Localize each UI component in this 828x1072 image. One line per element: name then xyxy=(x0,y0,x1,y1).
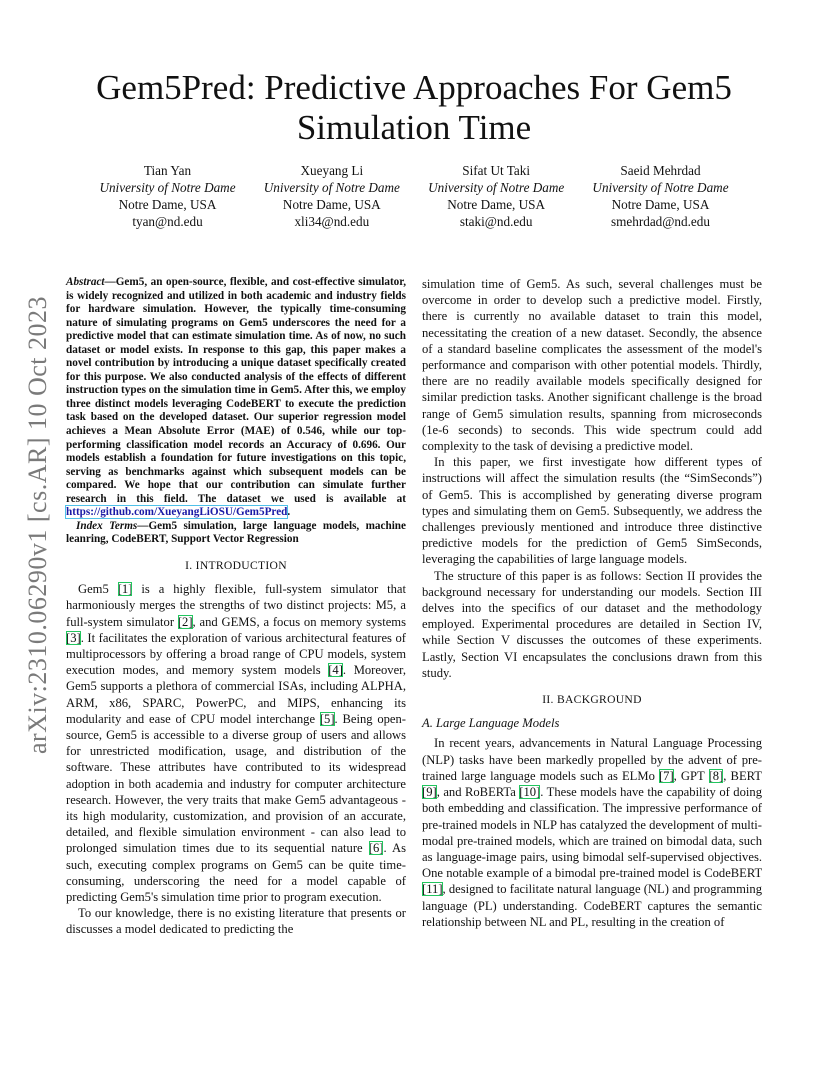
citation-link[interactable]: [10] xyxy=(519,785,541,800)
author-affiliation: University of Notre Dame xyxy=(428,180,565,195)
section-heading-introduction: I. INTRODUCTION xyxy=(185,558,287,572)
dataset-link[interactable]: https://github.com/XueyangLiOSU/Gem5Pred xyxy=(66,506,288,519)
author-affiliation: University of Notre Dame xyxy=(592,180,729,195)
author-2 xyxy=(254,162,409,230)
intro-paragraph: To our knowledge, there is no existing literature that presents or discusses a model dedicated to predicting the xyxy=(66,906,406,937)
author-1 xyxy=(90,162,245,230)
background-paragraph: In recent years, advancements in Natural Language Processing (NLP) tasks have been markedly propelled by the advent of pre-trained large language models such as ELMo [7], GPT [8], BERT [9], and RoBERTa [10]. These models have the capability of doing both embedding and classification. The impressive performance of pre-trained models in NLP has catalyzed the development of multi-modal pre-trained models, which are trained on bimodal data, such as language-image pairs, using bimodal self-supervised objectives. One notable example of a bimodal pre-trained model is CodeBERT [11], designed to facilitate natural language (NL) and programming language (PL) understanding. CodeBERT captures the semantic relationship between NL and PL, resulting in the creation of xyxy=(422,736,762,929)
citation-link[interactable]: [3] xyxy=(66,630,81,645)
index-terms-label: Index Terms xyxy=(76,519,138,532)
author-name: Xueyang Li xyxy=(300,163,364,178)
author-name: Tian Yan xyxy=(143,163,192,178)
citation-link[interactable]: [6] xyxy=(368,841,384,856)
author-email: staki@nd.edu xyxy=(459,214,533,229)
citation-link[interactable]: [11] xyxy=(422,882,443,897)
citation-link[interactable]: [9] xyxy=(422,785,437,800)
author-email: xli34@nd.edu xyxy=(294,214,370,229)
author-3 xyxy=(419,162,574,230)
subsection-heading-llm: A. Large Language Models xyxy=(422,716,560,731)
citation-link[interactable]: [1] xyxy=(117,582,133,597)
citation-link[interactable]: [5] xyxy=(319,711,335,726)
body-paragraph: The structure of this paper is as follows: Section II provides the background necessary for understanding our models. Section III delves into the specifics of our dataset and the methodology employed. Experimental procedures are detailed in Section IV, while Section V discusses the outcomes of these experiments. Lastly, Section VI encapsulates the conclusions drawn from this study. xyxy=(422,568,762,680)
arxiv-identifier-text: arXiv:2310.06290v1 [cs.AR] 10 Oct 2023 xyxy=(23,295,52,755)
left-column xyxy=(66,276,406,938)
index-terms xyxy=(66,520,406,547)
author-location: Notre Dame, USA xyxy=(282,197,381,212)
abstract-label: Abstract xyxy=(66,276,105,288)
abstract-text: —Gem5, an open-source, flexible, and cost-effective simulator, is widely recognized and utilized in both academic and industry fields for hardware simulation. However, the typically time-consuming nature of simulating programs on Gem5 underscores the need for a predictive model that can estimate simulation time. As of now, no such dataset or model exists. In response to this gap, this paper makes a novel contribution by introducing a unique dataset specifically created for this purpose. We also conducted analysis of the effects of different instruction types on the simulation time in Gem5. After this, we employ three distinct models leveraging CodeBERT to execute the prediction task based on the developed dataset. Our superior regression model achieves a Mean Absolute Error (MAE) of 0.546, while our top-performing classification model records an Accuracy of 0.696. Our models establish a foundation for future investigations on this topic, serving as benchmarks against which subsequent models can be compared. We hope that our contribution can simulate further research in this field. The dataset we used is available at xyxy=(66,276,406,505)
body-paragraph: simulation time of Gem5. As such, several challenges must be overcome in order to develop such a predictive model. Firstly, there is currently no available dataset to train this model, necessitating the creation of a new dataset. Secondly, the absence of a standard baseline complicates the assessment of the model's performance and comparison with other potential models. Thirdly, there are no readily available models specifically designed for similar prediction tasks. Another significant challenge is the broad range of Gem5 simulation results, spanning from microseconds (1e-6 seconds) to seconds. This wide spectrum could add complexity to the task of devising a predictive model. xyxy=(422,277,762,454)
index-terms-text: —Gem5 simulation, large language models, machine leanring, CodeBERT, Support Vector Regression xyxy=(66,519,406,546)
author-location: Notre Dame, USA xyxy=(118,197,217,212)
abstract: Abstract—Gem5, an open-source, flexible, and cost-effective simulator, is widely recognized and utilized in both academic and industry fields for hardware simulation. However, the typically time-consuming nature of simulating programs on Gem5 underscores the need for a predictive model that can estimate simulation time. As of now, no such dataset or model exists. In response to this gap, this paper makes a novel contribution by introducing a unique dataset specifically created for this purpose. We also conducted analysis of the effects of different instruction types on the simulation time in Gem5. After this, we employ three distinct models leveraging CodeBERT to execute the prediction task based on the developed dataset. Our superior regression model achieves a Mean Absolute Error (MAE) of 0.546, while our top-performing classification model records an Accuracy of 0.696. Our models establish a foundation for future investigations on this topic, serving as benchmarks against which subsequent models can be compared. We hope that our contribution can simulate further research in this field. The dataset we used is available at https://github.com/XueyangLiOSU/Gem5Pred. xyxy=(66,276,406,519)
author-name: Saeid Mehrdad xyxy=(620,163,701,178)
citation-link[interactable]: [2] xyxy=(177,614,193,629)
intro-paragraph: Gem5 [1] is a highly flexible, full-system simulator that harmoniously merges the strengths of two distinct projects: M5, a full-system simulator [2], and GEMS, a focus on memory systems [3]. It facilitates the exploration of various architectural features of multiprocessors by offering a broad range of CPU models, system execution modes, and memory system models [4]. Moreover, Gem5 supports a plethora of commercial ISAs, including ALPHA, ARM, x86, SPARC, PowerPC, and MIPS, enhancing its modularity and ease of CPU model interchange [5]. Being open-source, Gem5 is accessible to a diverse group of users and allows for unrestricted modification, usage, and distribution of the software. These attributes have contributed to its widespread adoption in both academia and industry for computer architecture research. However, the very traits that make Gem5 advantageous - its high modularity, customization, and provision of an accurate, detailed, and flexible simulation environment - can also lead to prolonged simulation times due to its sequential nature [6]. As such, executing complex programs on Gem5 can be quite time-consuming, underscoring the need for a model capable of predicting Gem5's simulation time prior to program execution. xyxy=(66,582,406,904)
body-paragraph: In this paper, we first investigate how different types of instructions will affect the simulation results (the “SimSeconds”) of Gem5. This is accomplished by generating diverse program types and simulating them on Gem5. Subsequently, we address the challenges previously mentioned and introduce three distinctive predictive models for the prediction of Gem5 SimSeconds, leveraging the capabilities of large language models. xyxy=(422,455,762,567)
section-heading-background: II. BACKGROUND xyxy=(542,693,642,707)
arxiv-identifier xyxy=(20,290,56,760)
author-affiliation: University of Notre Dame xyxy=(99,180,236,195)
citation-link[interactable]: [7] xyxy=(658,768,674,783)
author-location: Notre Dame, USA xyxy=(447,197,546,212)
right-column xyxy=(422,276,762,930)
citation-link[interactable]: [4] xyxy=(328,663,343,678)
author-affiliation: University of Notre Dame xyxy=(263,180,400,195)
author-email: smehrdad@nd.edu xyxy=(611,214,710,229)
author-name: Sifat Ut Taki xyxy=(462,163,530,178)
author-block xyxy=(60,162,768,230)
paper-title: Gem5Pred: Predictive Approaches For Gem5 Simulation Time xyxy=(96,68,732,147)
author-email: tyan@nd.edu xyxy=(132,214,203,229)
citation-link[interactable]: [8] xyxy=(708,768,724,783)
author-location: Notre Dame, USA xyxy=(611,197,710,212)
author-4 xyxy=(583,162,738,230)
